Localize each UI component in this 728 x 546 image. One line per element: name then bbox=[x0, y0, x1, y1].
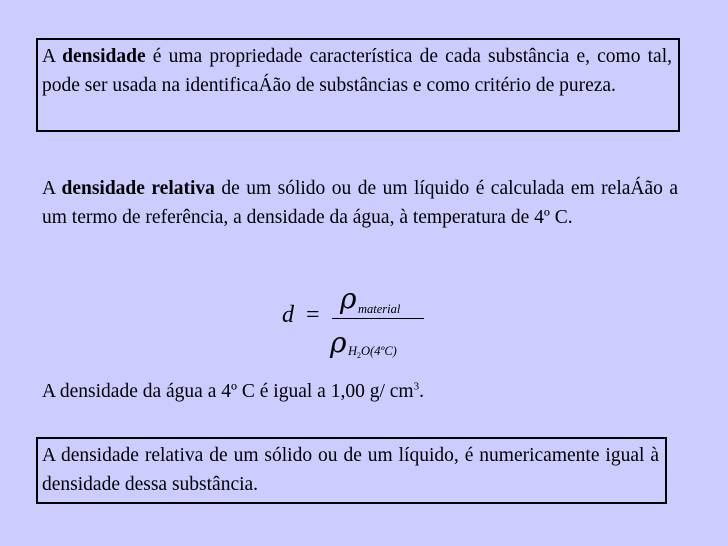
relative-density-body: de um sólido ou de um líquido é calculada em relaÁão a um termo de referência, a densidade da água, à temperatura de 4º C. bbox=[42, 178, 678, 228]
water-density-exponent: 3 bbox=[413, 380, 420, 393]
relative-density-prefix: A bbox=[42, 178, 62, 199]
conclusion-box bbox=[36, 437, 667, 504]
relative-density-formula bbox=[282, 282, 442, 362]
water-density-text: A densidade da água a 4º C é igual a 1,00 g/ cm bbox=[42, 381, 414, 402]
definition-box bbox=[36, 38, 680, 132]
formula-numerator-subscript: material bbox=[358, 302, 401, 316]
conclusion-text: A densidade relativa de um sólido ou de um líquido, é numericamente igual à densidade dessa substância. bbox=[42, 445, 659, 495]
definition-prefix: A bbox=[42, 46, 63, 67]
formula-lhs: d bbox=[282, 302, 294, 328]
definition-text bbox=[38, 43, 678, 100]
water-density-paragraph bbox=[42, 378, 678, 407]
definition-body: é uma propriedade característica de cada substância e, como tal, pode ser usada na identificaÁão de substâncias e como critério de pureza. bbox=[42, 46, 672, 96]
subscript-2: 2 bbox=[357, 351, 362, 360]
formula-fraction-bar bbox=[332, 318, 424, 319]
relative-density-paragraph bbox=[42, 175, 678, 232]
relative-density-term: densidade relativa bbox=[61, 178, 215, 199]
formula-rho-numerator: ρ bbox=[340, 282, 357, 315]
subscript-h: H bbox=[348, 344, 358, 358]
formula-equals: = bbox=[306, 302, 320, 328]
subscript-o-temp: O(4ºC) bbox=[361, 344, 397, 358]
water-density-period: . bbox=[419, 381, 424, 402]
definition-term: densidade bbox=[62, 46, 146, 67]
formula-rho-denominator: ρ bbox=[330, 326, 347, 359]
formula-denominator-subscript bbox=[348, 344, 397, 359]
